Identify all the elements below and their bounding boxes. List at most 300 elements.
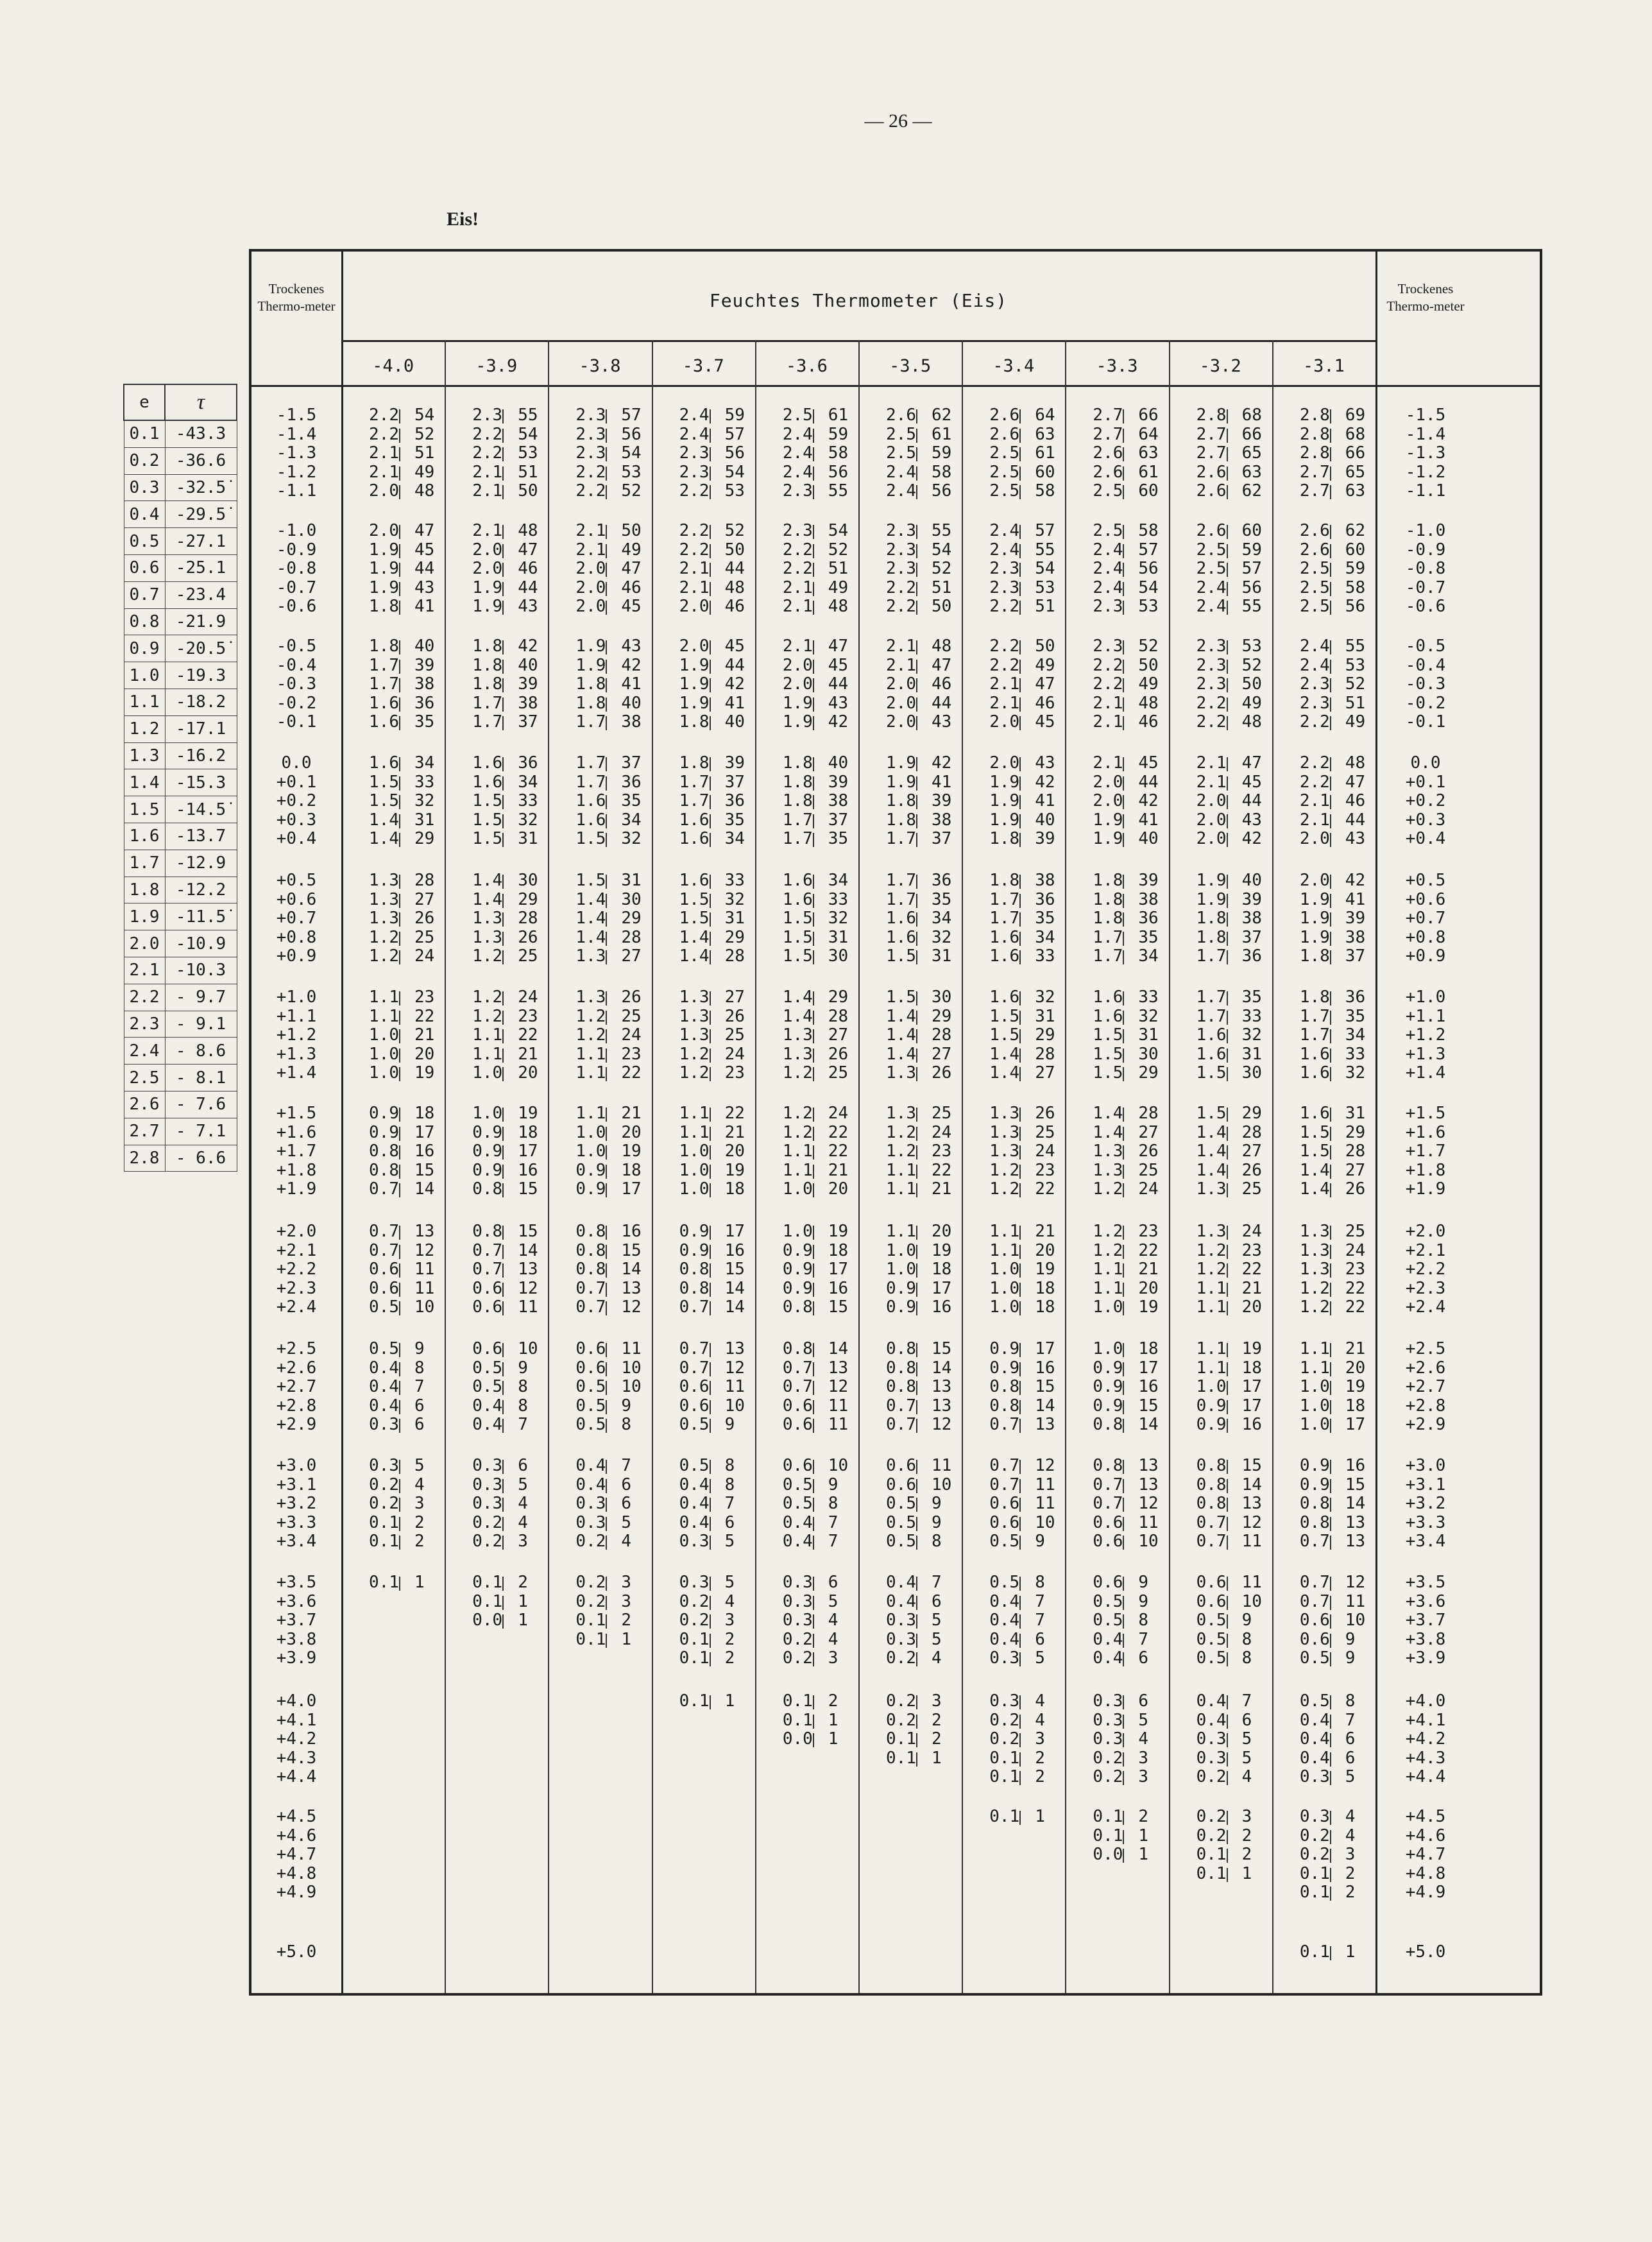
table-cell (967, 947, 1060, 966)
relative-humidity: 34 (724, 829, 745, 848)
vapour-pressure: 1.0 (886, 1260, 916, 1279)
table-cell (760, 1514, 853, 1533)
vapour-pressure: 1.9 (782, 693, 813, 713)
vapour-pressure: 2.2 (679, 481, 710, 501)
cell-group (657, 1457, 750, 1552)
vapour-pressure: 1.3 (782, 1025, 813, 1045)
cell-divider (502, 601, 504, 615)
cell-divider (916, 950, 917, 964)
table-cell (1174, 1026, 1267, 1045)
cell-group (1277, 754, 1370, 849)
relative-humidity: 13 (828, 1358, 849, 1378)
cell-divider (1330, 1460, 1331, 1474)
table-cell (657, 1883, 750, 1903)
vapour-pressure: 1.2 (1299, 1278, 1330, 1298)
tau-value: -14.5̇ (165, 796, 237, 823)
table-cell (967, 1045, 1060, 1065)
table-cell (553, 1279, 646, 1299)
cell-divider (1330, 1245, 1331, 1259)
relative-humidity: 28 (1241, 1122, 1262, 1142)
vapour-pressure: 0.1 (1196, 1845, 1227, 1864)
table-cell (450, 1340, 543, 1359)
dry-value-right: +4.5 +4.6 +4.7 +4.8 +4.9 (1405, 1807, 1446, 1902)
relative-humidity: 6 (1345, 1729, 1356, 1749)
table-cell (657, 637, 750, 656)
table-cell (657, 1649, 750, 1668)
cell-divider (813, 1165, 814, 1179)
cell-divider (813, 1479, 814, 1493)
column-rule (962, 340, 963, 1993)
table-cell (1174, 1142, 1267, 1161)
cell-group (1277, 1340, 1370, 1435)
cell-divider (916, 1733, 917, 1747)
table-cell (967, 1279, 1060, 1299)
vapour-pressure: 2.1 (679, 578, 710, 597)
vapour-pressure: 1.8 (1093, 889, 1123, 909)
table-cell (967, 1593, 1060, 1612)
cell-divider (1019, 1715, 1021, 1729)
vapour-pressure: 0.1 (472, 1573, 503, 1592)
table-cell (657, 947, 750, 966)
cell-divider (710, 640, 711, 655)
cell-divider (916, 1419, 917, 1433)
cell-group (1174, 1692, 1267, 1787)
relative-humidity: 3 (414, 1494, 425, 1513)
table-cell (346, 1943, 439, 1962)
cell-divider (1330, 894, 1331, 908)
vapour-pressure: 1.9 (886, 753, 916, 773)
cell-divider (399, 409, 400, 424)
table-cell (967, 1514, 1060, 1533)
cell-divider (1227, 1498, 1228, 1512)
table-cell (1174, 463, 1267, 483)
relative-humidity: 2 (621, 1611, 632, 1630)
table-cell (346, 1026, 439, 1045)
table-cell (346, 444, 439, 463)
cell-divider (1227, 485, 1228, 499)
table-cell (346, 1827, 439, 1846)
cell-divider (1019, 991, 1021, 1005)
table-cell (864, 406, 957, 425)
table-cell (864, 1865, 957, 1884)
relative-humidity: 4 (518, 1494, 528, 1513)
vapour-pressure: 0.3 (369, 1415, 399, 1434)
e-tau-row (124, 1065, 237, 1091)
relative-humidity: 24 (1138, 1179, 1159, 1199)
table-cell (1070, 1180, 1163, 1199)
vapour-pressure: 0.5 (472, 1377, 503, 1396)
relative-humidity: 33 (414, 772, 435, 792)
cell-divider (399, 1362, 400, 1376)
table-cell (864, 1749, 957, 1768)
vapour-pressure: 1.5 (782, 927, 813, 947)
cell-divider (1330, 1011, 1331, 1025)
vapour-pressure: 1.4 (472, 871, 503, 890)
cell-group (967, 637, 1060, 732)
table-cell (346, 463, 439, 483)
vapour-pressure: 0.3 (989, 1691, 1020, 1711)
vapour-pressure: 0.9 (1196, 1396, 1227, 1416)
vapour-pressure: 1.2 (472, 988, 503, 1007)
table-cell (657, 1865, 750, 1884)
table-cell (1174, 713, 1267, 732)
table-cell (967, 1359, 1060, 1378)
tau-value: - 8.6 (165, 1038, 237, 1065)
cell-divider (1330, 582, 1331, 596)
relative-humidity: 31 (1241, 1044, 1262, 1064)
relative-humidity: 62 (1241, 481, 1262, 501)
relative-humidity: 16 (724, 1240, 745, 1260)
cell-divider (916, 582, 917, 596)
relative-humidity: 17 (1241, 1396, 1262, 1416)
vapour-pressure: 0.8 (782, 1339, 813, 1358)
vapour-pressure: 1.8 (369, 637, 399, 656)
cell-divider (606, 1479, 607, 1493)
cell-divider (1227, 1811, 1228, 1825)
table-cell (657, 1611, 750, 1630)
table-cell (1277, 1124, 1370, 1143)
vapour-pressure: 0.9 (989, 1339, 1020, 1358)
cell-divider (813, 466, 814, 481)
table-cell (967, 406, 1060, 425)
cell-divider (710, 1419, 711, 1433)
vapour-pressure: 2.2 (886, 578, 916, 597)
relative-humidity: 7 (724, 1494, 735, 1513)
table-cell (553, 1865, 646, 1884)
vapour-pressure: 0.7 (782, 1377, 813, 1396)
table-cell (864, 1630, 957, 1650)
table-cell (657, 1630, 750, 1650)
table-cell (1174, 541, 1267, 560)
relative-humidity: 40 (724, 712, 745, 732)
table-cell (553, 1630, 646, 1650)
relative-humidity: 14 (724, 1297, 745, 1317)
cell-group (864, 1808, 957, 1903)
cell-divider (1330, 1868, 1331, 1882)
vapour-pressure: 2.2 (369, 424, 399, 444)
relative-humidity: 43 (932, 712, 952, 732)
table-cell (967, 1494, 1060, 1514)
cell-divider (813, 1183, 814, 1197)
table-cell (346, 579, 439, 598)
cell-divider (606, 991, 607, 1005)
relative-humidity: 45 (828, 655, 849, 675)
vapour-pressure: 0.3 (679, 1573, 710, 1592)
table-cell (657, 675, 750, 694)
relative-humidity: 63 (1138, 443, 1159, 463)
table-cell (864, 1768, 957, 1787)
table-cell (1174, 1279, 1267, 1299)
relative-humidity: 26 (518, 927, 538, 947)
table-cell (657, 1827, 750, 1846)
dry-value-left: +2.5 +2.6 +2.7 +2.8 +2.9 (276, 1339, 317, 1434)
table-cell (450, 830, 543, 849)
relative-humidity: 37 (621, 753, 642, 773)
table-cell (864, 1260, 957, 1279)
table-cell (346, 1573, 439, 1593)
cell-group (346, 637, 439, 732)
table-cell (967, 1532, 1060, 1552)
cell-divider (606, 1498, 607, 1512)
vapour-pressure: 0.6 (1299, 1611, 1330, 1630)
vapour-pressure: 2.1 (472, 521, 503, 540)
vapour-pressure: 2.3 (1299, 674, 1330, 694)
cell-divider (710, 1029, 711, 1043)
cell-group (450, 1457, 543, 1552)
table-cell (760, 1749, 853, 1768)
vapour-pressure: 1.8 (1196, 927, 1227, 947)
column-rule (755, 340, 756, 1993)
cell-divider (1123, 544, 1124, 558)
cell-divider (916, 1400, 917, 1414)
table-cell (760, 1242, 853, 1261)
vapour-pressure: 1.6 (575, 810, 606, 830)
table-cell (967, 522, 1060, 541)
vapour-pressure: 2.7 (1196, 424, 1227, 444)
relative-humidity: 6 (518, 1456, 528, 1475)
table-cell (553, 1180, 646, 1199)
relative-humidity: 43 (1345, 829, 1366, 848)
table-cell (657, 1416, 750, 1435)
cell-group (1277, 1692, 1370, 1787)
cell-divider (1330, 1029, 1331, 1043)
dry-value-left: +3.5 +3.6 +3.7 +3.8 +3.9 (276, 1573, 317, 1668)
cell-group (864, 1340, 957, 1435)
vapour-pressure: 0.2 (472, 1532, 503, 1551)
relative-humidity: 22 (518, 1025, 538, 1045)
relative-humidity: 9 (1138, 1591, 1149, 1611)
vapour-pressure: 0.4 (369, 1396, 399, 1416)
relative-humidity: 56 (724, 443, 745, 463)
table-cell (1277, 1494, 1370, 1514)
relative-humidity: 22 (1138, 1240, 1159, 1260)
vapour-pressure: 2.4 (1093, 559, 1123, 578)
table-cell (553, 811, 646, 830)
vapour-pressure: 1.4 (886, 1044, 916, 1064)
vapour-pressure: 2.3 (679, 443, 710, 463)
table-cell (553, 891, 646, 910)
cell-group (1277, 637, 1370, 732)
table-cell (1070, 1630, 1163, 1650)
dry-value-left: +5.0 (276, 1942, 317, 1962)
cell-divider (399, 466, 400, 481)
vapour-pressure: 0.1 (886, 1748, 916, 1768)
vapour-pressure: 2.6 (1093, 443, 1123, 463)
cell-divider (1330, 466, 1331, 481)
vapour-pressure: 0.2 (575, 1573, 606, 1592)
vapour-pressure: 0.4 (782, 1512, 813, 1532)
table-cell (346, 1865, 439, 1884)
table-cell (1070, 1573, 1163, 1593)
relative-humidity: 51 (1035, 597, 1055, 616)
relative-humidity: 22 (621, 1063, 642, 1082)
vapour-pressure: 2.1 (989, 693, 1020, 713)
table-cell (864, 560, 957, 579)
dry-value-right: +1.0 +1.1 +1.2 +1.3 +1.4 (1405, 988, 1446, 1082)
relative-humidity: 28 (828, 1006, 849, 1026)
tau-value: - 7.6 (165, 1091, 237, 1118)
table-cell (657, 1340, 750, 1359)
cell-divider (1227, 601, 1228, 615)
vapour-pressure: 0.7 (472, 1260, 503, 1279)
cell-group (657, 1222, 750, 1317)
relative-humidity: 39 (828, 772, 849, 792)
table-cell (450, 1865, 543, 1884)
e-tau-row (124, 474, 237, 501)
table-cell (657, 891, 750, 910)
cell-divider (916, 429, 917, 443)
cell-divider (1123, 1479, 1124, 1493)
cell-divider (710, 1479, 711, 1493)
vapour-pressure: 1.5 (886, 946, 916, 966)
tau-value: -16.2 (165, 742, 237, 769)
table-cell (450, 1026, 543, 1045)
table-cell (450, 463, 543, 483)
relative-humidity: 54 (621, 443, 642, 463)
table-cell (553, 1649, 646, 1668)
table-cell (450, 406, 543, 425)
cell-divider (1019, 1652, 1021, 1666)
e-tau-row (124, 984, 237, 1011)
relative-humidity: 24 (518, 988, 538, 1007)
cell-divider (916, 1263, 917, 1278)
table-cell (760, 1416, 853, 1435)
vapour-pressure: 2.3 (1196, 655, 1227, 675)
cell-divider (1123, 1283, 1124, 1297)
table-cell (1174, 406, 1267, 425)
dry-value-left: -0.5 -0.4 -0.3 -0.2 -0.1 (276, 637, 317, 732)
table-cell (864, 1692, 957, 1711)
cell-divider (399, 875, 400, 889)
relative-humidity: 49 (1035, 655, 1055, 675)
cell-divider (1330, 1849, 1331, 1863)
table-cell (864, 1064, 957, 1083)
table-cell (346, 792, 439, 811)
relative-humidity: 16 (828, 1278, 849, 1298)
table-cell (1174, 1180, 1267, 1199)
table-cell (553, 1808, 646, 1827)
relative-humidity: 20 (1345, 1358, 1366, 1378)
cell-group (864, 871, 957, 966)
table-cell (864, 1457, 957, 1476)
relative-humidity: 20 (621, 1122, 642, 1142)
relative-humidity: 39 (1345, 909, 1366, 928)
relative-humidity: 11 (724, 1377, 745, 1396)
relative-humidity: 33 (724, 871, 745, 890)
cell-divider (710, 833, 711, 847)
column-rule (652, 340, 653, 1993)
dry-value-left: 0.0 +0.1 +0.2 +0.3 +0.4 (276, 753, 317, 848)
table-cell (1070, 522, 1163, 541)
relative-humidity: 47 (621, 559, 642, 578)
cell-divider (399, 1245, 400, 1259)
cell-divider (502, 757, 504, 771)
cell-divider (710, 1048, 711, 1063)
cell-divider (1019, 429, 1021, 443)
cell-divider (916, 640, 917, 655)
vapour-pressure: 0.1 (369, 1512, 399, 1532)
cell-divider (813, 1400, 814, 1414)
cell-divider (710, 1695, 711, 1709)
cell-divider (1227, 1127, 1228, 1141)
cell-divider (710, 697, 711, 712)
cell-divider (710, 678, 711, 692)
tau-value: -10.9 (165, 930, 237, 957)
vapour-pressure: 1.2 (369, 946, 399, 966)
table-cell (1277, 1611, 1370, 1630)
cell-group (760, 754, 853, 849)
e-tau-row (124, 1091, 237, 1118)
cell-group (1277, 1573, 1370, 1668)
cell-divider (606, 1048, 607, 1063)
table-cell (450, 1416, 543, 1435)
vapour-pressure: 2.1 (782, 597, 813, 616)
vapour-pressure: 1.3 (679, 988, 710, 1007)
cell-divider (502, 1536, 504, 1550)
cell-divider (1123, 1127, 1124, 1141)
vapour-pressure: 2.5 (1196, 559, 1227, 578)
vapour-pressure: 2.6 (989, 424, 1020, 444)
table-cell (967, 463, 1060, 483)
relative-humidity: 44 (1345, 810, 1366, 830)
cell-divider (916, 1011, 917, 1025)
vapour-pressure: 2.2 (1196, 712, 1227, 732)
column-rule (445, 340, 446, 1993)
relative-humidity: 48 (724, 578, 745, 597)
table-cell (1174, 1457, 1267, 1476)
cell-divider (813, 640, 814, 655)
relative-humidity: 45 (724, 637, 745, 656)
cell-divider (710, 429, 711, 443)
vapour-pressure: 1.7 (575, 753, 606, 773)
cell-divider (1019, 833, 1021, 847)
vapour-pressure: 1.9 (679, 655, 710, 675)
table-cell (1070, 928, 1163, 948)
vapour-pressure: 1.9 (1196, 889, 1227, 909)
table-cell (553, 1749, 646, 1768)
cell-divider (1330, 1733, 1331, 1747)
cell-group (553, 1222, 646, 1317)
vapour-pressure: 1.0 (575, 1122, 606, 1142)
cell-divider (916, 697, 917, 712)
vapour-pressure: 1.2 (782, 1063, 813, 1082)
relative-humidity: 38 (1241, 909, 1262, 928)
table-cell (553, 1457, 646, 1476)
table-cell (1277, 1865, 1370, 1884)
vapour-pressure: 1.7 (472, 712, 503, 732)
table-cell (657, 1494, 750, 1514)
relative-humidity: 57 (1138, 540, 1159, 560)
cell-divider (1123, 601, 1124, 615)
vapour-pressure: 2.0 (369, 521, 399, 540)
relative-humidity: 5 (1035, 1648, 1045, 1668)
cell-group (967, 1104, 1060, 1199)
table-cell (1174, 1808, 1267, 1827)
table-cell (967, 656, 1060, 676)
tau-value: -10.3 (165, 957, 237, 984)
cell-divider (1330, 1362, 1331, 1376)
e-tau-row (124, 447, 237, 474)
table-cell (760, 1865, 853, 1884)
cell-divider (1227, 1183, 1228, 1197)
table-cell (553, 928, 646, 948)
table-cell (1070, 1749, 1163, 1768)
vapour-pressure: 2.3 (1299, 693, 1330, 713)
cell-group (760, 1692, 853, 1787)
relative-humidity: 3 (518, 1532, 528, 1551)
table-cell (1277, 1845, 1370, 1865)
cell-divider (1330, 932, 1331, 946)
